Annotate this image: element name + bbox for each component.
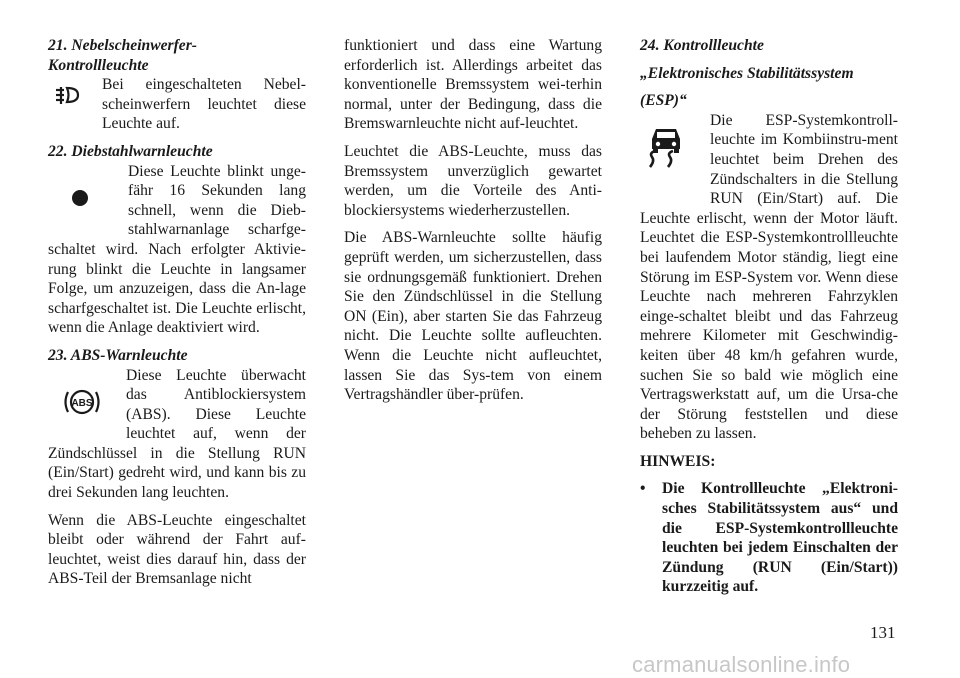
column-1 — [48, 36, 306, 597]
section-21-body: Bei eingeschalteten Nebel-scheinwerfern leuchtet diese Leuchte auf. — [102, 76, 306, 133]
section-23-heading: 23. ABS-Warnleuchte — [48, 346, 188, 364]
bullet-symbol: • — [640, 480, 646, 498]
column-3 — [640, 36, 898, 597]
watermark: carmanualsonline.info — [632, 652, 851, 677]
abs-icon-label: ABS — [71, 397, 93, 409]
esp-skid-car-icon — [640, 111, 710, 191]
section-24-heading-line2: „Elektronisches Stabilitätssystem — [640, 64, 854, 82]
section-21 — [48, 36, 306, 134]
abs-icon — [48, 366, 126, 444]
section-23 — [48, 346, 306, 589]
section-24-body: Die ESP-Systemkontroll-leuchte im Kombiinstru-ment leuchtet beim Drehen des Zündschalters in die Stellung RUN (Ein/Start) auf. Die Leuchte erlischt, wenn der Motor läuft. Leuchtet die ESP-Systemkontrollleuchte bei laufendem Motor ständig, liegt eine Störung im ESP-System vor. Wenn diese Leuchte nach mehreren Fahrzyklen einge-schaltet bleibt und das Fahrzeug mehrere Kilometer mit Geschwindig-keiten über 48 km/h gefahren wurde, suchen Sie so bald wie möglich eine Vertragswerkstatt auf, um die Ursa-che der Störung feststellen und diese beheben zu lassen. — [640, 111, 898, 443]
section-21-heading-line1: 21. Nebelscheinwerfer- — [48, 37, 197, 54]
note-bullet — [640, 479, 898, 597]
page-number: 131 — [870, 623, 896, 642]
section-22 — [48, 142, 306, 338]
note-bullet-text: Die Kontrollleuchte „Elektroni-sches Stabilitätssystem aus“ und die ESP-Systemkontrollleuchte leuchten bei jedem Einschalten der Zündung (RUN (Ein/Start)) kurzzeitig auf. — [662, 480, 898, 596]
theft-alarm-dot-icon — [48, 162, 128, 240]
col2-paragraph-1: funktioniert und dass eine Wartung erforderlich ist. Allerdings arbeitet das konventionelle Bremssystem wei-terhin normal, unter der Bedingung, dass die Bremswarnleuchte nicht auf-leuchtet. — [344, 37, 602, 133]
section-21-heading-line2: Kontrollleuchte — [48, 56, 149, 74]
section-22-body: Diese Leuchte blinkt unge-fähr 16 Sekunden lang schnell, wenn die Dieb-stahlwarnanlage scharfge-schaltet wird. Nach erfolgter Aktivie-rung blinkt die Leuchte in langsamer Folge, um anzuzeigen, dass die An-lage scharfgeschaltet ist. Die Leuchte erlischt, wenn die Anlage deaktiviert wird. — [48, 162, 306, 337]
section-22-heading: 22. Diebstahlwarnleuchte — [48, 142, 213, 160]
col2-paragraph-3: Die ABS-Warnleuchte sollte häufig geprüft werden, um sicherzustellen, dass sie ordnungsgemäß funktioniert. Drehen Sie den Zündschlüssel in die Stellung ON (Ein), aber starten Sie das Fahrzeug nicht. Die Leuchte sollte aufleuchten. Wenn die Leuchte nicht aufleuchtet, lassen Sie das Sys-tem von einem Vertragshändler über-prüfen. — [344, 229, 602, 404]
section-23-body: Diese Leuchte überwacht das Antiblockiersystem (ABS). Diese Leuchte leuchtet auf, wenn der Zündschlüssel in die Stellung RUN (Ein/Start) gedreht wird, und kann bis zu drei Sekunden lang leuchten. — [48, 366, 306, 502]
note-heading: HINWEIS: — [640, 452, 716, 470]
section-24-heading-line1: 24. Kontrollleuchte — [640, 37, 764, 54]
column-2 — [344, 36, 602, 405]
section-24 — [640, 36, 898, 444]
section-24-heading-line3: (ESP)“ — [640, 92, 687, 110]
section-23-paragraph-2: Wenn die ABS-Leuchte eingeschaltet bleibt oder während der Fahrt auf-leuchtet, weist dies darauf hin, dass der ABS-Teil der Bremsanlage nicht — [48, 511, 306, 588]
col2-paragraph-2: Leuchtet die ABS-Leuchte, muss das Bremssystem unverzüglich gewartet werden, um die Vorteile des Anti-blockiersystems wiederherzustellen. — [344, 142, 602, 219]
fog-light-icon — [48, 75, 102, 117]
